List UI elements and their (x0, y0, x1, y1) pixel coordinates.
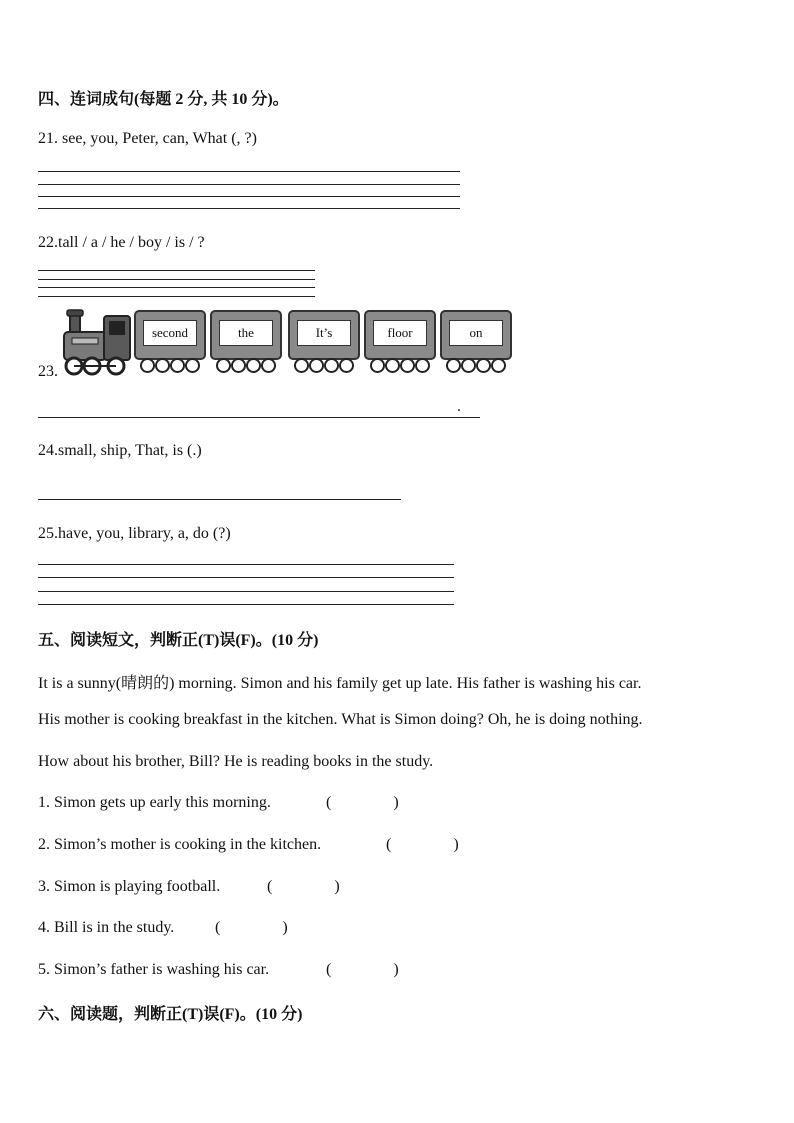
paren-close: ) (334, 878, 340, 895)
train-car (364, 310, 436, 360)
train-car-word: on (449, 320, 503, 346)
question-23-number: 23. (38, 363, 58, 380)
train-car-word: the (219, 320, 273, 346)
tf-item-2 (38, 836, 321, 854)
question-21: 21. see, you, Peter, can, What (, ?) (38, 130, 257, 147)
answer-paren-3[interactable] (267, 878, 340, 896)
question-24: 24.small, ship, That, is (.) (38, 442, 202, 459)
tf-item-1 (38, 794, 271, 812)
tf-item-text: 4. Bill is in the study. (38, 919, 175, 936)
answer-line (38, 279, 315, 280)
answer-line-24[interactable] (38, 499, 401, 500)
answer-line (38, 196, 460, 197)
passage-line: It is a sunny(晴朗的) morning. Simon and his family get up late. His father is washing his car. (38, 675, 642, 692)
paren-close: ) (393, 794, 399, 811)
answer-line (38, 296, 315, 297)
question-22: 22.tall / a / he / boy / is / ? (38, 234, 205, 251)
paren-open: ( (386, 836, 392, 853)
train-illustration (60, 308, 520, 378)
tf-item-5 (38, 961, 269, 979)
paren-close: ) (453, 836, 459, 853)
answer-line (38, 184, 460, 185)
tf-item-text: 1. Simon gets up early this morning. (38, 794, 271, 811)
answer-line (38, 208, 460, 209)
train-car (440, 310, 512, 360)
train-car (210, 310, 282, 360)
answer-paren-5[interactable] (326, 961, 399, 979)
passage-line: His mother is cooking breakfast in the kitchen. What is Simon doing? Oh, he is doing nothing. (38, 711, 643, 728)
section-4-title: 四、连词成句(每题 2 分, 共 10 分)。 (38, 91, 289, 108)
answer-23-period: . (457, 398, 461, 415)
tf-item-4 (38, 919, 174, 937)
train-car (134, 310, 206, 360)
answer-line-23[interactable] (38, 417, 480, 418)
train-car-word: It’s (297, 320, 351, 346)
answer-line (38, 604, 454, 605)
answer-line (38, 577, 454, 578)
tf-item-text: 5. Simon’s father is washing his car. (38, 961, 270, 978)
answer-line (38, 270, 315, 271)
paren-open: ( (326, 961, 332, 978)
answer-paren-4[interactable] (215, 919, 288, 937)
answer-line (38, 171, 460, 172)
answer-paren-2[interactable] (386, 836, 459, 854)
paren-open: ( (215, 919, 221, 936)
tf-item-text: 2. Simon’s mother is cooking in the kitchen. (38, 836, 322, 853)
train-car-word: floor (373, 320, 427, 346)
question-25: 25.have, you, library, a, do (?) (38, 525, 231, 542)
answer-line (38, 591, 454, 592)
answer-line (38, 287, 315, 288)
locomotive-icon (60, 308, 134, 378)
tf-item-3 (38, 878, 220, 896)
paren-open: ( (267, 878, 273, 895)
train-car-word: second (143, 320, 197, 346)
answer-line (38, 564, 454, 565)
answer-paren-1[interactable] (326, 794, 399, 812)
paren-open: ( (326, 794, 332, 811)
section-6-title: 六、阅读题，判断正(T)误(F)。(10 分) (38, 1006, 303, 1023)
passage-line: How about his brother, Bill? He is reading books in the study. (38, 753, 434, 770)
train-car (288, 310, 360, 360)
paren-close: ) (282, 919, 288, 936)
paren-close: ) (393, 961, 399, 978)
tf-item-text: 3. Simon is playing football. (38, 878, 221, 895)
section-5-title: 五、阅读短文，判断正(T)误(F)。(10 分) (38, 632, 319, 649)
